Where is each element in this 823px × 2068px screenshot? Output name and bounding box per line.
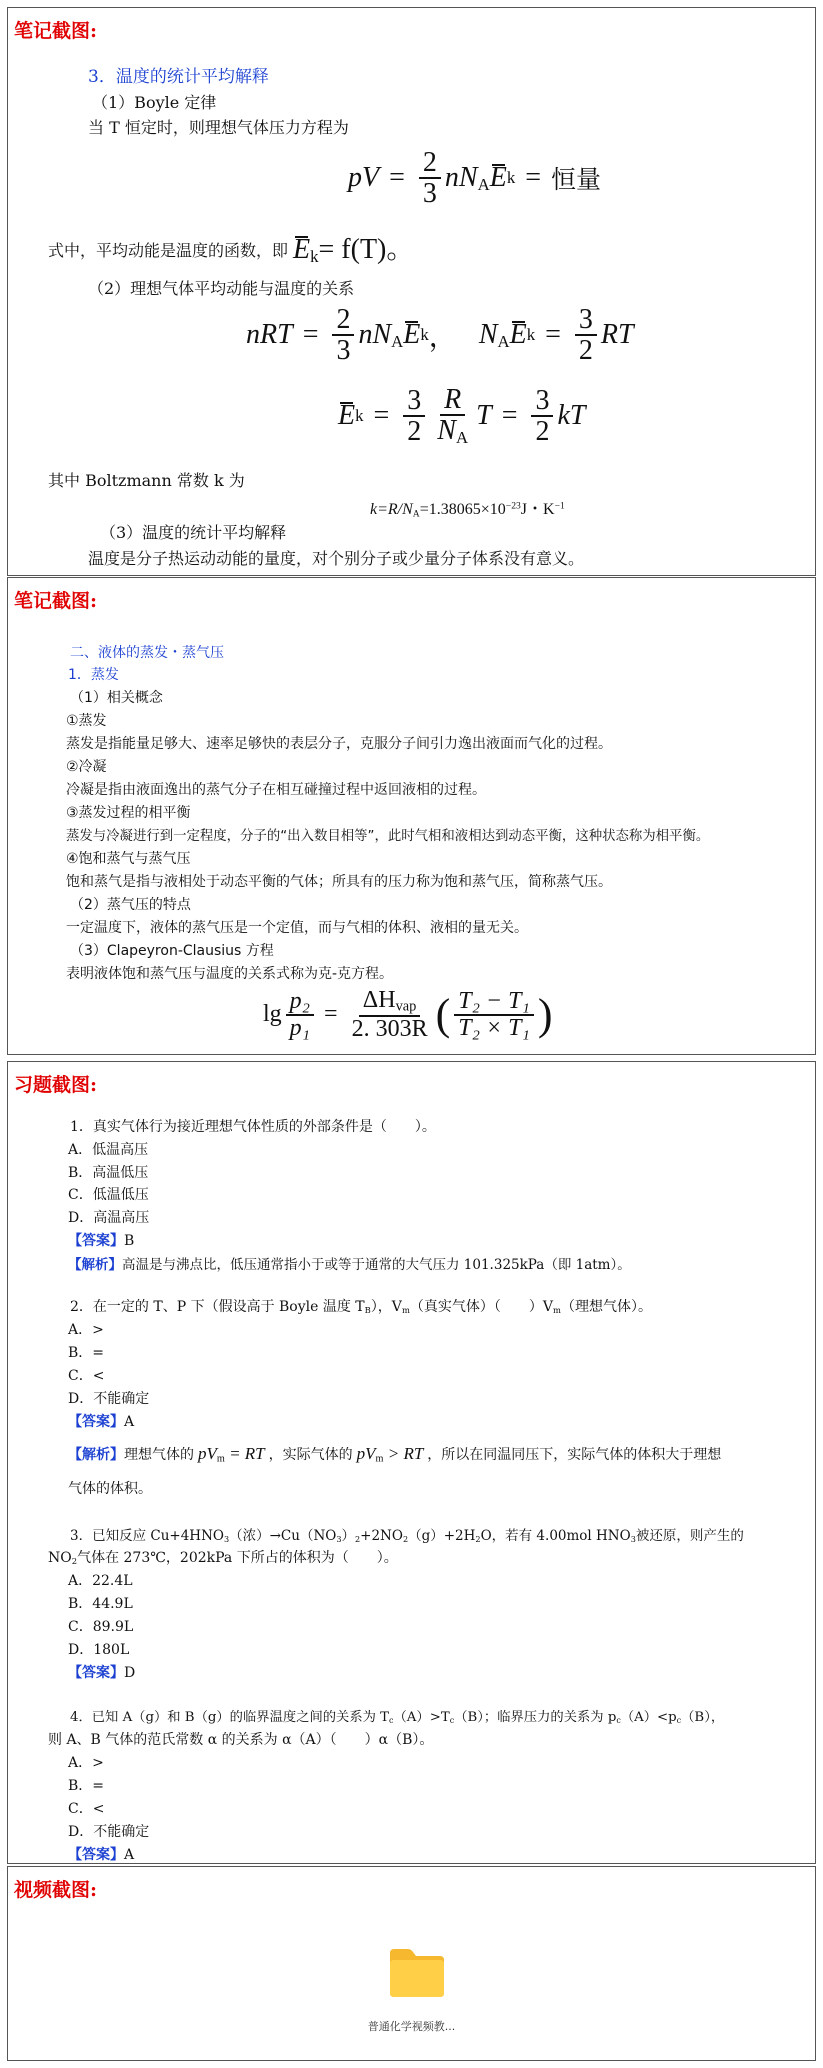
- option: C．低温低压: [68, 1187, 149, 1203]
- note-title: 3．温度的统计平均解释: [88, 67, 269, 87]
- note-subheading: （2）理想气体平均动能与温度的关系: [88, 279, 355, 298]
- note-text: 式中，平均动能是温度的函数，即: [48, 241, 289, 260]
- note-text: 蒸发与冷凝进行到一定程度，分子的“出入数目相等”，此时气相和液相达到动态平衡，这种状态称为相平衡。: [66, 829, 710, 844]
- note-text: 表明液体饱和蒸气压与温度的关系式称为克-克方程。: [66, 966, 394, 982]
- option: D．高温高压: [68, 1210, 150, 1226]
- option: B．=: [68, 1345, 105, 1361]
- note-subheading: （3）温度的统计平均解释: [100, 523, 287, 542]
- section-label: 习题截图:: [14, 1074, 98, 1096]
- question-3-line2: $NO_2$气体在 273℃，202kPa 下所占的体积为（ ）。: [48, 1550, 398, 1567]
- equation-ek-function: $E_k= f(T)$。: [293, 234, 415, 267]
- note-title: 二、液体的蒸发・蒸气压: [70, 645, 224, 661]
- note-text: （3）Clapeyron-Clausius 方程: [70, 943, 274, 959]
- explanation: 【解析】理想气体的 $pV_m$ = RT ，实际气体的 $pV_m$ > RT ，所以在同温同压下，实际气体的体积大于理想: [68, 1444, 722, 1465]
- note-screenshot-2: [7, 620, 816, 1055]
- folder-icon[interactable]: [386, 1947, 448, 1999]
- option: C．<: [68, 1368, 105, 1384]
- explanation: 气体的体积。: [68, 1481, 152, 1497]
- video-header: [7, 1866, 816, 1910]
- question-4-line2: 则 A、B 气体的范氏常数 α 的关系为 α（A）（ ）α（B）。: [48, 1732, 434, 1748]
- note-header-1: [7, 7, 816, 51]
- video-file-name[interactable]: 普通化学视频教...: [367, 2020, 456, 2033]
- option: B．高温低压: [68, 1165, 149, 1181]
- option: A．>: [68, 1755, 104, 1771]
- clapeyron-clausius-equation: lg $\frac{\text{p₂}}{\text{p₁}}$ = $\frac{\Delta H_{vap}}{2. 303R}$ ( $\frac{\text{T₂ − T₁}}{\text{T₂ × T₁}}$ ): [263, 987, 553, 1042]
- option: B．=: [68, 1778, 105, 1794]
- equation-nrt: nRT = $\frac{2}{3}$ $nN_A$ E k ， $N_A$ E k = $\frac{3}{2}$ RT: [246, 304, 634, 367]
- option: D．不能确定: [68, 1391, 150, 1407]
- note-header-2: [7, 577, 816, 621]
- exercise-header: [7, 1061, 816, 1105]
- section-label: 笔记截图:: [14, 590, 98, 612]
- question-2: 2．在一定的 T、P 下（假设高于 Boyle 温度 $T_B$），$V_m$（真实气体）（ ）$V_m$（理想气体）。: [70, 1299, 652, 1316]
- question-4: 4．已知 A（g）和 B（g）的临界温度之间的关系为 $T_c(A)>T_c(B)$；临界压力的关系为 $p_c(A)<p_c(B)$，: [70, 1710, 725, 1725]
- note-text: ④饱和蒸气与蒸气压: [66, 851, 191, 867]
- section-label: 视频截图:: [14, 1879, 98, 1901]
- note-heading: 1．蒸发: [68, 667, 119, 683]
- answer: 【答案】B: [68, 1233, 135, 1249]
- boltzmann-value: $k=R/N_A=1.38065\times 10^{-23}J$・$K^{-1}$: [370, 500, 565, 520]
- answer: 【答案】D: [68, 1665, 136, 1681]
- note-text: 其中 Boltzmann 常数 k 为: [48, 471, 245, 490]
- note-text: （2）蒸气压的特点: [70, 897, 191, 913]
- explanation: 【解析】高温是与沸点比，低压通常指小于或等于通常的大气压力 101.325kPa（即 1atm）。: [68, 1257, 631, 1273]
- option: A．22.4L: [68, 1573, 133, 1589]
- note-text: 蒸发是指能量足够大、速率足够快的表层分子，克服分子间引力逸出液面而气化的过程。: [66, 736, 612, 752]
- option: D．180L: [68, 1642, 130, 1658]
- note-text: 温度是分子热运动动能的量度，对个别分子或少量分子体系没有意义。: [88, 549, 585, 568]
- option: C．<: [68, 1801, 105, 1817]
- option: C．89.9L: [68, 1619, 134, 1635]
- equation-ek-kt: E k = $\frac{3}{2}$ $\frac{R}{N_A}$ T = $\frac{3}{2}$ kT: [338, 384, 586, 448]
- option: A．低温高压: [68, 1142, 149, 1158]
- note-text: ①蒸发: [66, 713, 107, 729]
- equation-pv: pV = $\frac{2}{3}$ $nN_A$ E k = 恒量: [348, 147, 602, 210]
- note-text: 当 T 恒定时，则理想气体压力方程为: [88, 118, 349, 137]
- answer: 【答案】A: [68, 1847, 135, 1863]
- note-screenshot-1: [7, 50, 816, 576]
- option: B．44.9L: [68, 1596, 133, 1612]
- note-text: 一定温度下，液体的蒸气压是一个定值，而与气相的体积、液相的量无关。: [66, 920, 528, 936]
- section-label: 笔记截图:: [14, 20, 98, 42]
- note-subheading: （1）Boyle 定律: [92, 93, 217, 112]
- question-1: 1．真实气体行为接近理想气体性质的外部条件是（ ）。: [70, 1119, 436, 1135]
- question-3: 3．已知反应 $Cu+4HNO_3$（浓）$\to Cu(NO_3)_2+2NO_2(g)+2H_2O$，若有 4.00mol $HNO_3$被还原，则产生的: [70, 1528, 744, 1545]
- note-text: （1）相关概念: [70, 690, 163, 706]
- note-text: 冷凝是指由液面逸出的蒸气分子在相互碰撞过程中返回液相的过程。: [66, 782, 486, 798]
- exercise-screenshot: [7, 1104, 816, 1864]
- option: A．>: [68, 1322, 104, 1338]
- note-text: 饱和蒸气是指与液相处于动态平衡的气体；所具有的压力称为饱和蒸气压，简称蒸气压。: [66, 874, 612, 890]
- note-text: ②冷凝: [66, 759, 107, 775]
- answer: 【答案】A: [68, 1414, 135, 1430]
- note-text: ③蒸发过程的相平衡: [66, 805, 191, 821]
- option: D．不能确定: [68, 1824, 150, 1840]
